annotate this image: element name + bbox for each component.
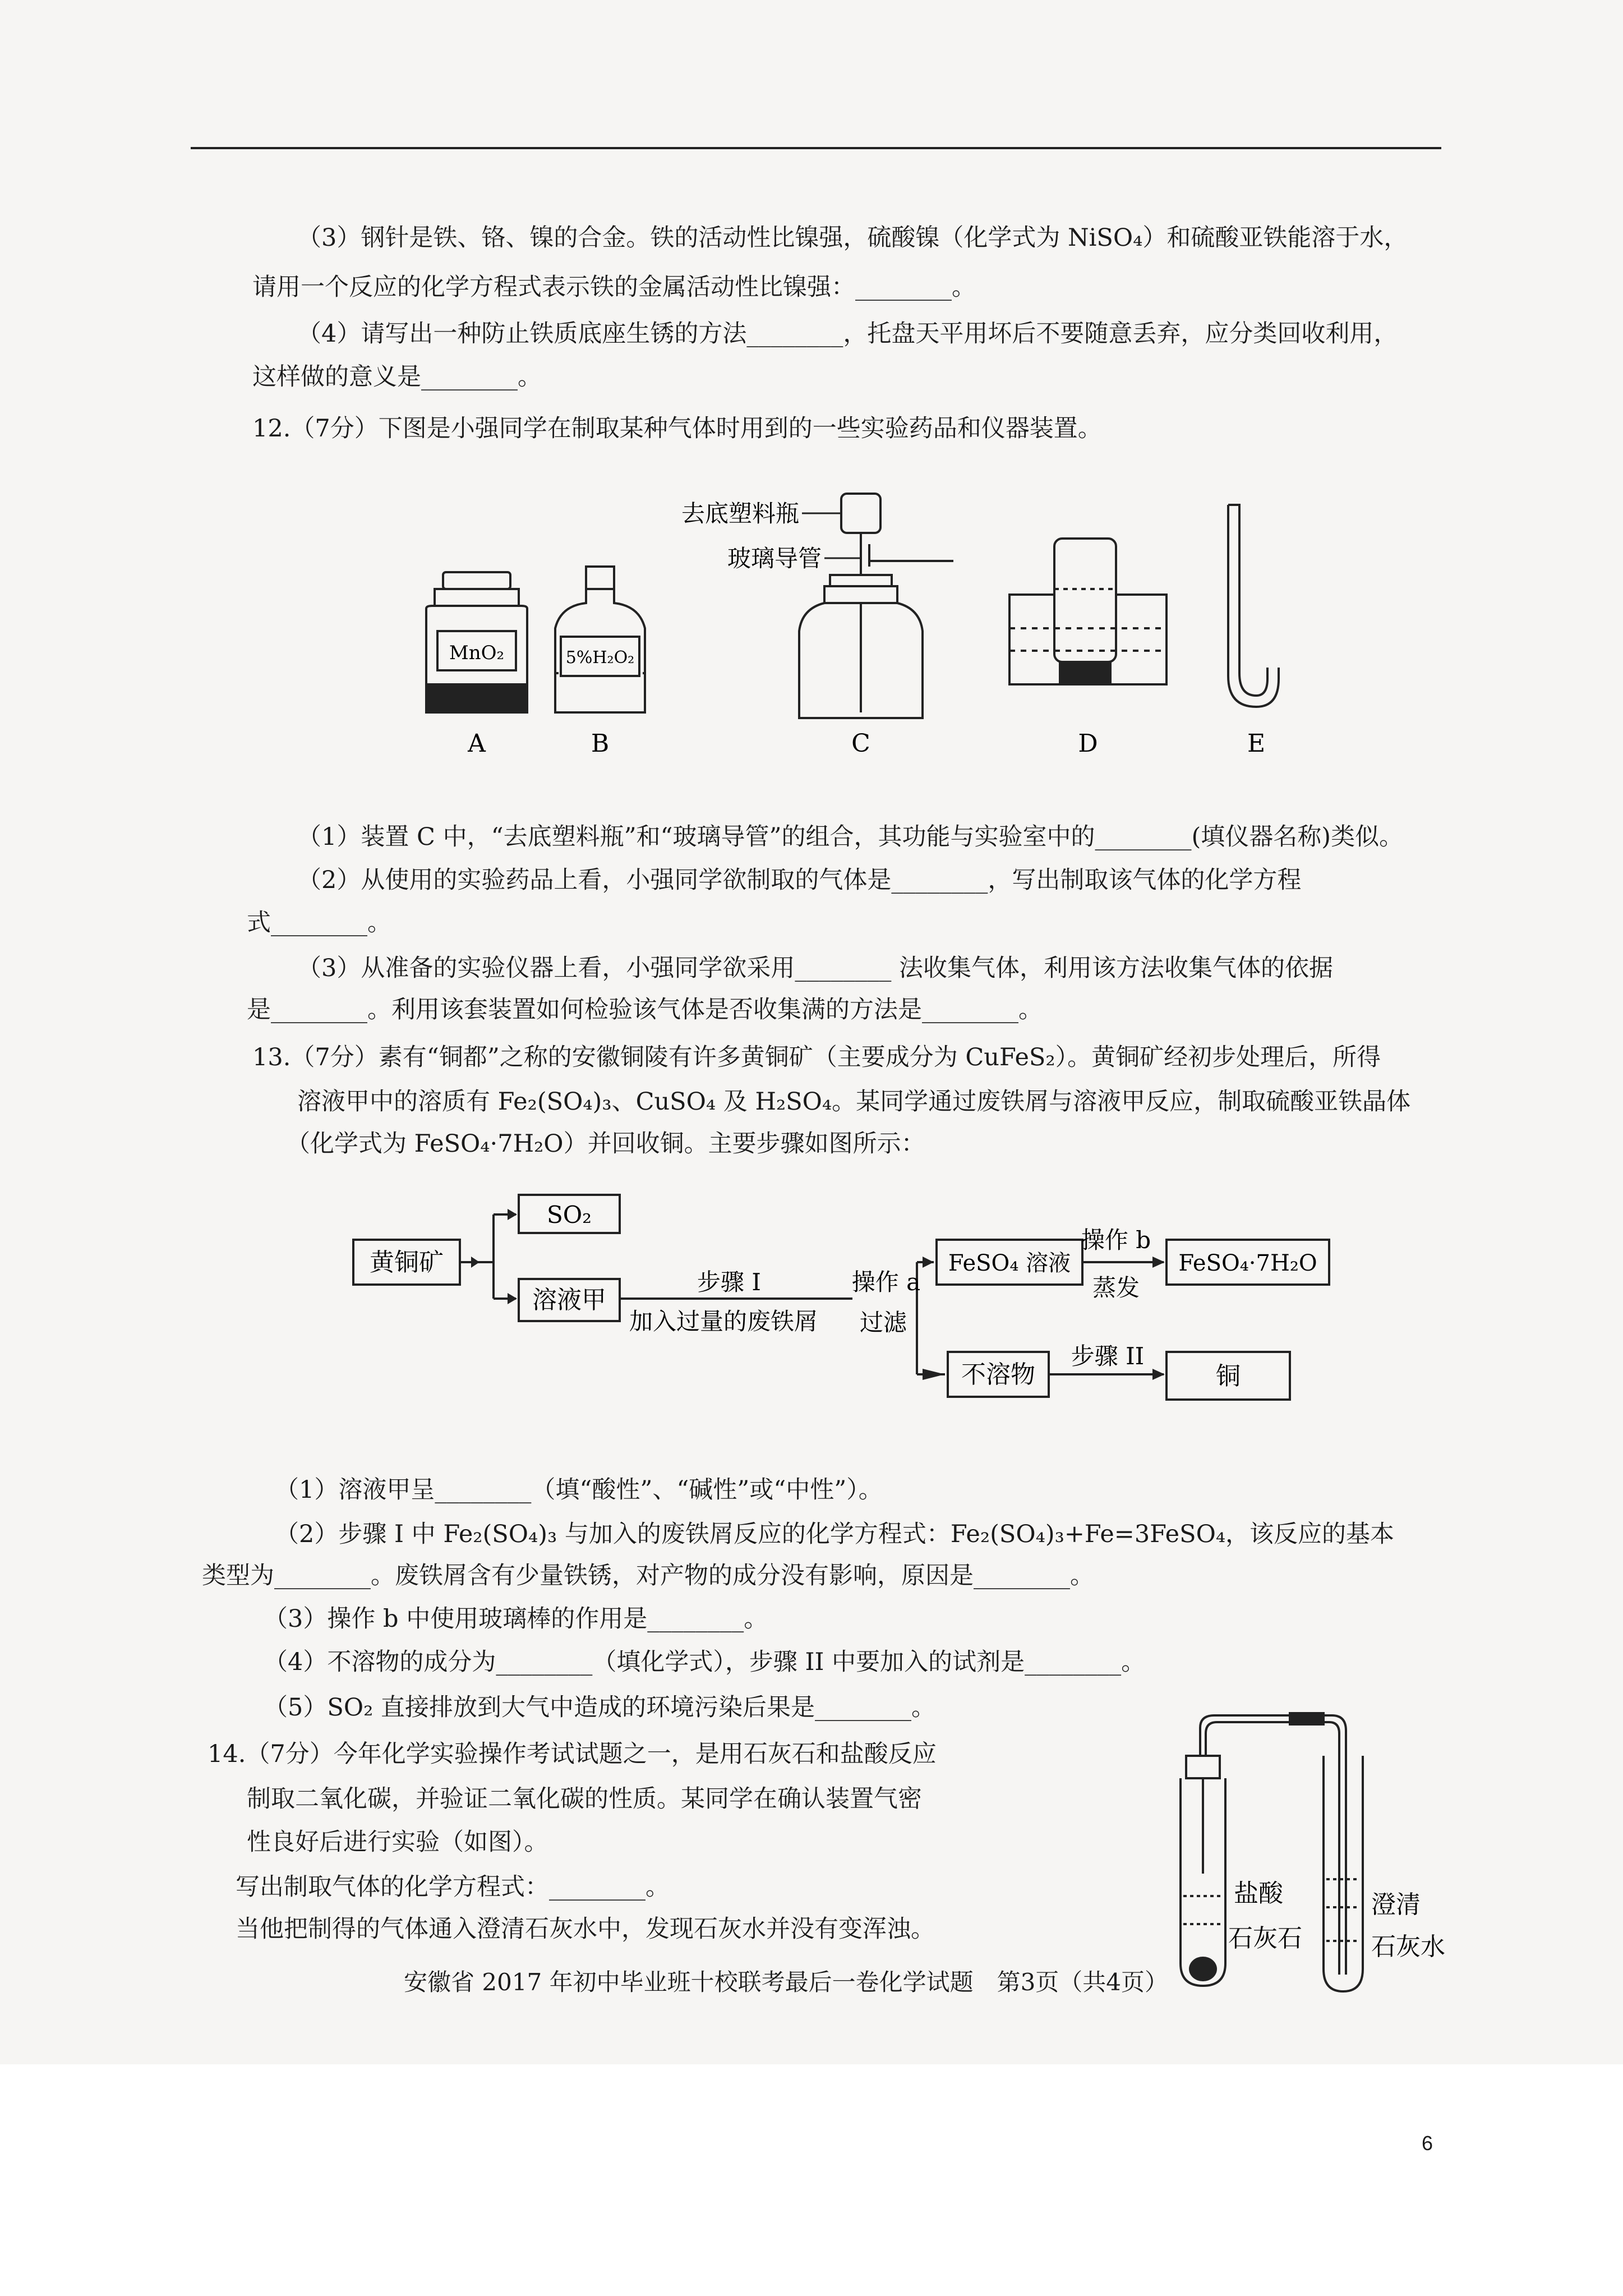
q13-flowchart [336,1184,1357,1425]
q13-sub1: （1）溶液甲呈________（填“酸性”、“碱性”或“中性”）。 [275,1476,883,1504]
q13-sub3: （3）操作 b 中使用玻璃棒的作用是________。 [264,1605,768,1633]
label-acid: 盐酸 [1234,1879,1283,1908]
q13-sub2-line1: （2）步骤 I 中 Fe₂(SO₄)₃ 与加入的废铁屑反应的化学方程式：Fe₂(SO₄)₃+Fe=3FeSO₄，该反应的基本 [275,1520,1395,1548]
q11-part4-line1: （4）请写出一种防止铁质底座生锈的方法________，托盘天平用坏后不要随意丢弃，应分类回收利用， [297,320,1398,348]
q11-part4-line2: 这样做的意义是________。 [252,363,542,391]
flow-op-b-note: 蒸发 [1092,1274,1140,1301]
flow-copper: 铜 [1216,1362,1241,1391]
bottle-a-label: MnO₂ [449,642,505,664]
flow-insoluble: 不溶物 [961,1360,1035,1389]
label-limewater-2: 石灰水 [1371,1932,1445,1961]
flow-op-a-note: 过滤 [859,1309,907,1336]
q14-apparatus-figure [1155,1705,1503,2008]
flow-step1: 步骤 I [697,1268,761,1296]
label-limewater-1: 澄清 [1371,1890,1421,1919]
flow-feso4-solution: FeSO₄ 溶液 [948,1250,1071,1276]
q13-sub2-line2: 类型为________。废铁屑含有少量铁锈，对产物的成分没有影响，原因是________。 [202,1562,1094,1590]
q14-line1: 14.（7分）今年化学实验操作考试试题之一，是用石灰石和盐酸反应 [208,1740,937,1768]
q11-part3-line2: 请用一个反应的化学方程式表示铁的金属活动性比镍强：________。 [252,273,976,301]
letter-e: E [1247,729,1266,758]
water-trough-d-icon [1009,539,1166,684]
q13-title-line2: 溶液甲中的溶质有 Fe₂(SO₄)₃、CuSO₄ 及 H₂SO₄。某同学通过废铁屑与溶液甲反应，制取硫酸亚铁晶体 [297,1088,1411,1116]
q12-sub1: （1）装置 C 中，“去底塑料瓶”和“玻璃导管”的组合，其功能与实验室中的________(填仪器名称)类似。 [297,823,1404,851]
flow-ore: 黄铜矿 [370,1248,444,1277]
label-glass-tube: 玻璃导管 [727,545,822,572]
q13-title-line3: （化学式为 FeSO₄·7H₂O）并回收铜。主要步骤如图所示： [286,1130,925,1158]
flow-solution: 溶液甲 [532,1286,606,1314]
letter-d: D [1078,729,1098,758]
q12-sub2-line1: （2）从使用的实验药品上看，小强同学欲制取的气体是________，写出制取该气体的化学方程 [297,866,1302,894]
q12-title: 12.（7分）下图是小强同学在制取某种气体时用到的一些实验药品和仪器装置。 [252,415,1102,443]
flow-so2: SO₂ [546,1201,592,1228]
letter-a: A [468,729,486,758]
page-footer: 安徽省 2017 年初中毕业班十校联考最后一卷化学试题 第3页（共4页） [404,1968,1169,1996]
flow-op-b: 操作 b [1081,1226,1151,1254]
letter-b: B [591,729,610,758]
q12-apparatus-figure [393,482,1346,774]
label-plastic-bottle: 去底塑料瓶 [681,500,799,527]
q13-title-line1: 13.（7分）素有“铜都”之称的安徽铜陵有许多黄铜矿（主要成分为 CuFeS₂）。黄铜矿经初步处理后，所得 [252,1043,1381,1071]
flow-crystal: FeSO₄·7H₂O [1178,1250,1317,1276]
flow-step1-note: 加入过量的废铁屑 [629,1308,818,1335]
gas-generator-c-icon [799,494,953,718]
header-rule [191,147,1441,149]
bent-glass-tube-e-icon [1228,505,1279,707]
q14-line4: 写出制取气体的化学方程式：________。 [236,1873,670,1901]
q14-line2: 制取二氧化碳，并验证二氧化碳的性质。某同学在确认装置气密 [247,1785,922,1813]
flow-step2: 步骤 II [1071,1342,1145,1370]
q13-sub5: （5）SO₂ 直接排放到大气中造成的环境污染后果是________。 [264,1694,935,1722]
letter-c: C [851,729,870,758]
limestone-icon [1189,1957,1217,1981]
reagent-bottle-b-icon [555,567,645,712]
q14-line5: 当他把制得的气体通入澄清石灰水中，发现石灰水并没有变浑浊。 [236,1915,935,1943]
label-stone: 石灰石 [1228,1924,1302,1953]
bottle-b-label: 5%H₂O₂ [565,648,635,668]
flow-op-a: 操作 a [851,1268,921,1296]
q12-sub3-line1: （3）从准备的实验仪器上看，小强同学欲采用________ 法收集气体，利用该方法收集气体的依据 [297,954,1334,982]
q14-line3: 性良好后进行实验（如图）。 [247,1828,548,1856]
q13-sub4: （4）不溶物的成分为________（填化学式），步骤 II 中要加入的试剂是________。 [264,1648,1146,1676]
q12-sub2-line2: 式________。 [247,909,391,937]
page-number: 6 [1422,2132,1433,2155]
q11-part3-line1: （3）钢针是铁、铬、镍的合金。铁的活动性比镍强，硫酸镍（化学式为 NiSO₄）和硫酸亚铁能溶于水， [297,224,1408,252]
q12-sub3-line2: 是________。利用该套装置如何检验该气体是否收集满的方法是________。 [247,996,1043,1024]
